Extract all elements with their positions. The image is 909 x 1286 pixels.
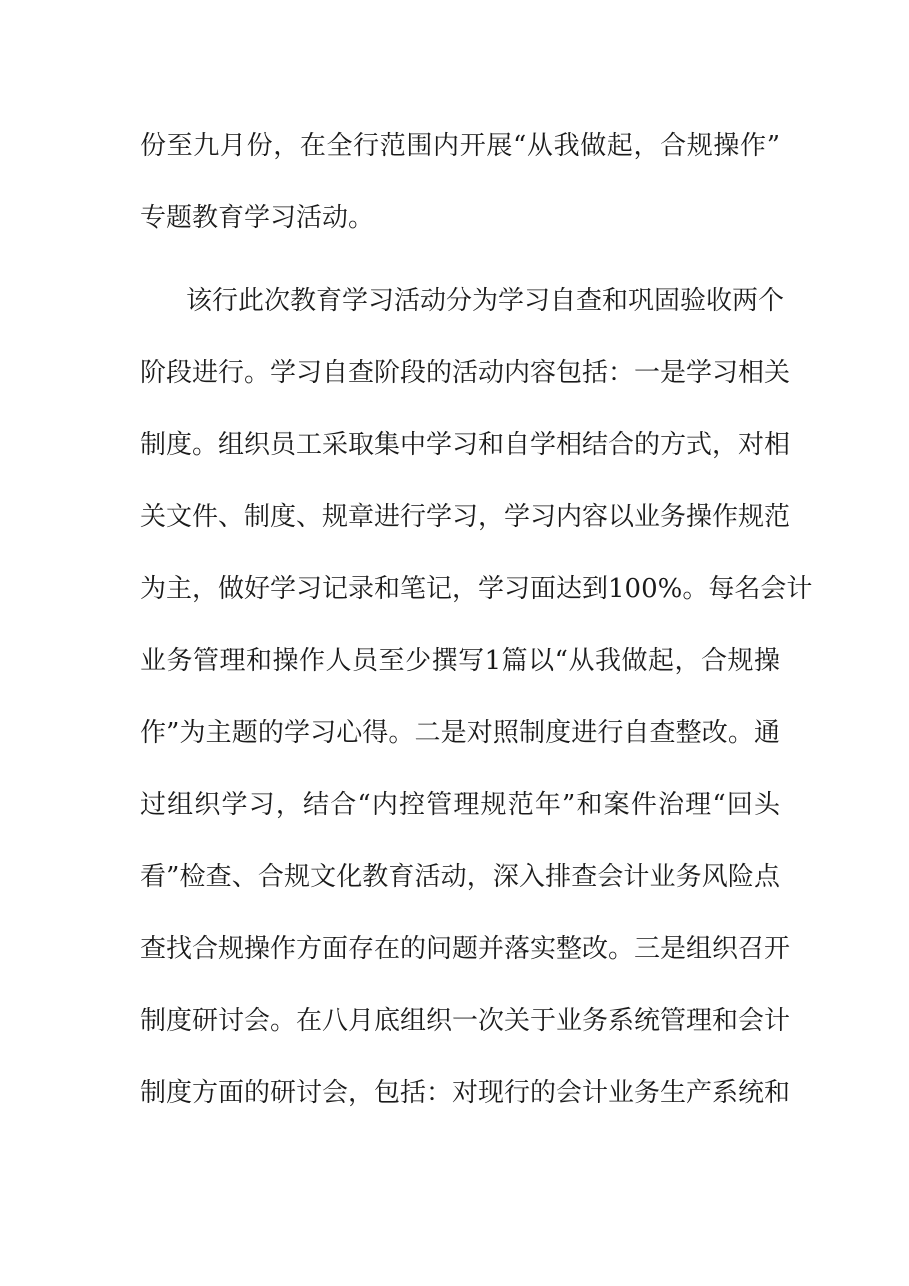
text-line: 过组织学习，结合“内控管理规范年”和案件治理“回头 [140, 790, 780, 820]
text-line: 作”为主题的学习心得。二是对照制度进行自查整改。通 [140, 718, 780, 748]
text-line: 看”检查、合规文化教育活动，深入排查会计业务风险点 [140, 862, 780, 892]
paragraph-first-line: 该行此次教育学习活动分为学习自查和巩固验收两个 [186, 286, 785, 316]
text-line: 阶段进行。学习自查阶段的活动内容包括：一是学习相关 [140, 358, 791, 388]
text-line: 业务管理和操作人员至少撰写1篇以“从我做起，合规操 [140, 646, 780, 676]
text-line: 制度研讨会。在八月底组织一次关于业务系统管理和会计 [140, 1006, 791, 1036]
text-line: 专题教育学习活动。 [140, 203, 375, 233]
text-line: 份至九月份，在全行范围内开展“从我做起，合规操作” [140, 131, 780, 161]
text-line: 制度方面的研讨会，包括：对现行的会计业务生产系统和 [140, 1078, 791, 1108]
text-line: 制度。组织员工采取集中学习和自学相结合的方式，对相 [140, 430, 791, 460]
text-line: 关文件、制度、规章进行学习，学习内容以业务操作规范 [140, 502, 791, 532]
text-line: 为主，做好学习记录和笔记，学习面达到100%。每名会计 [140, 574, 813, 604]
text-line: 查找合规操作方面存在的问题并落实整改。三是组织召开 [140, 934, 791, 964]
